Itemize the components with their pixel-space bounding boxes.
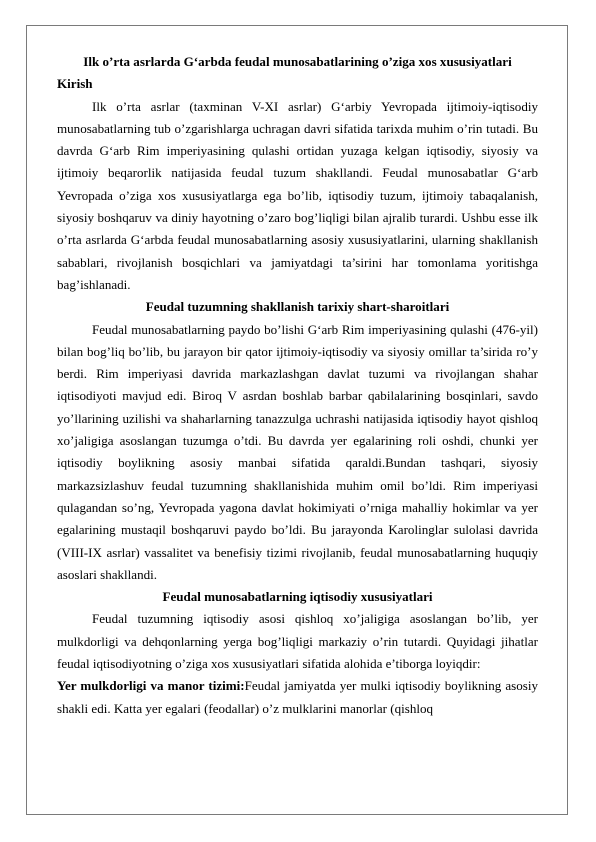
intro-heading: Kirish (57, 76, 93, 92)
land-ownership-label: Yer mulkdorligi va manor tizimi: (57, 678, 245, 694)
document-body (57, 51, 538, 720)
land-ownership-text: Feudal jamiyatda yer mulki iqtisodiy boylikning asosiy shakli edi. Katta yer egalari (feodallar) o’z mulklarini manorlar (qishloq (57, 678, 538, 716)
formation-paragraph: Feudal munosabatlarning paydo bo’lishi G‘arb Rim imperiyasining qulashi (476-yil) bilan bog’liq bo’lib, bu jarayon bir qator ijtimoiy-iqtisodiy va siyosiy omillar ta’sirida ro’y berdi. Rim imperiyasi davrida markazlashgan davlat tuzumi va rivojlangan shahar iqtisodiyoti mavjud edi. Biroq V asrdan boshlab barbar qabilalarining bosqinlari, savdo yo’llarining uzilishi va shaharlarning tanazzulga uchrashi natijasida iqtisodiy hayot qishloq xo’jaligiga asoslangan tuzumga o’tdi. Bu davrda yer egalarining roli oshdi, chunki yer iqtisodiy boylikning asosiy manbai sifatida qaraldi.Bundan tashqari, siyosiy markazsizlashuv feudal tuzumning shakllanishida muhim omil bo’ldi. Rim imperiyasi qulagandan so’ng, Yevropada yagona davlat hokimiyati o’rniga mahalliy hokimlar va yer egalarining mustaqil boshqaruvi paydo bo’ldi. Bu jarayonda Karolinglar sulolasi davrida (VIII-IX asrlar) vassalitet va benefisiy tizimi rivojlanib, feudal munosabatlarning huquqiy asoslari shakllandi. (57, 321, 538, 582)
intro-paragraph: Ilk o’rta asrlar (taxminan V-XI asrlar) G‘arbiy Yevropada ijtimoiy-iqtisodiy munosabatlarning tub o’zgarishlarga uchragan davri sifatida tarixda muhim o’rin tutadi. Bu davrda G‘arb Rim imperiyasining qulashi ortidan yuzaga kelgan iqtisodiy, siyosiy va ijtimoiy beqarorlik natijasida feudal tuzum shakllandi. Feudal munosabatlar G‘arb Yevropada o’ziga xos xususiyatlarga ega bo’lib, iqtisodiy tuzum, ijtimoiy tabaqalanish, siyosiy boshqaruv va diniy hayotning o’zaro bog’liqligi bilan ajralib turardi. Ushbu esse ilk o’rta asrlarda G‘arbda feudal munosabatlarning asosiy xususiyatlarini, ularning shakllanish sabablari, rivojlanish bosqichlari va jamiyatdagi ta’sirini har tomonlama yoritishga bag’ishlanadi. (57, 98, 538, 292)
section-heading-formation: Feudal tuzumning shakllanish tarixiy shart-sharoitlari (145, 299, 450, 315)
economic-paragraph: Feudal tuzumning iqtisodiy asosi qishloq xo’jaligiga asoslangan bo’lib, yer mulkdorligi va dehqonlarning yerga bog’liqligi markaziy o’rin tutardi. Quyidagi jihatlar feudal iqtisodiyotning o’ziga xos xususiyatlari sifatida alohida e’tiborga loyiqdir: (57, 611, 538, 672)
section-heading-economic: Feudal munosabatlarning iqtisodiy xususiyatlari (162, 589, 433, 605)
land-ownership-paragraph (57, 675, 538, 720)
document-title: Ilk o’rta asrlarda G‘arbda feudal munosabatlarining o’ziga xos xususiyatlari (83, 54, 512, 69)
